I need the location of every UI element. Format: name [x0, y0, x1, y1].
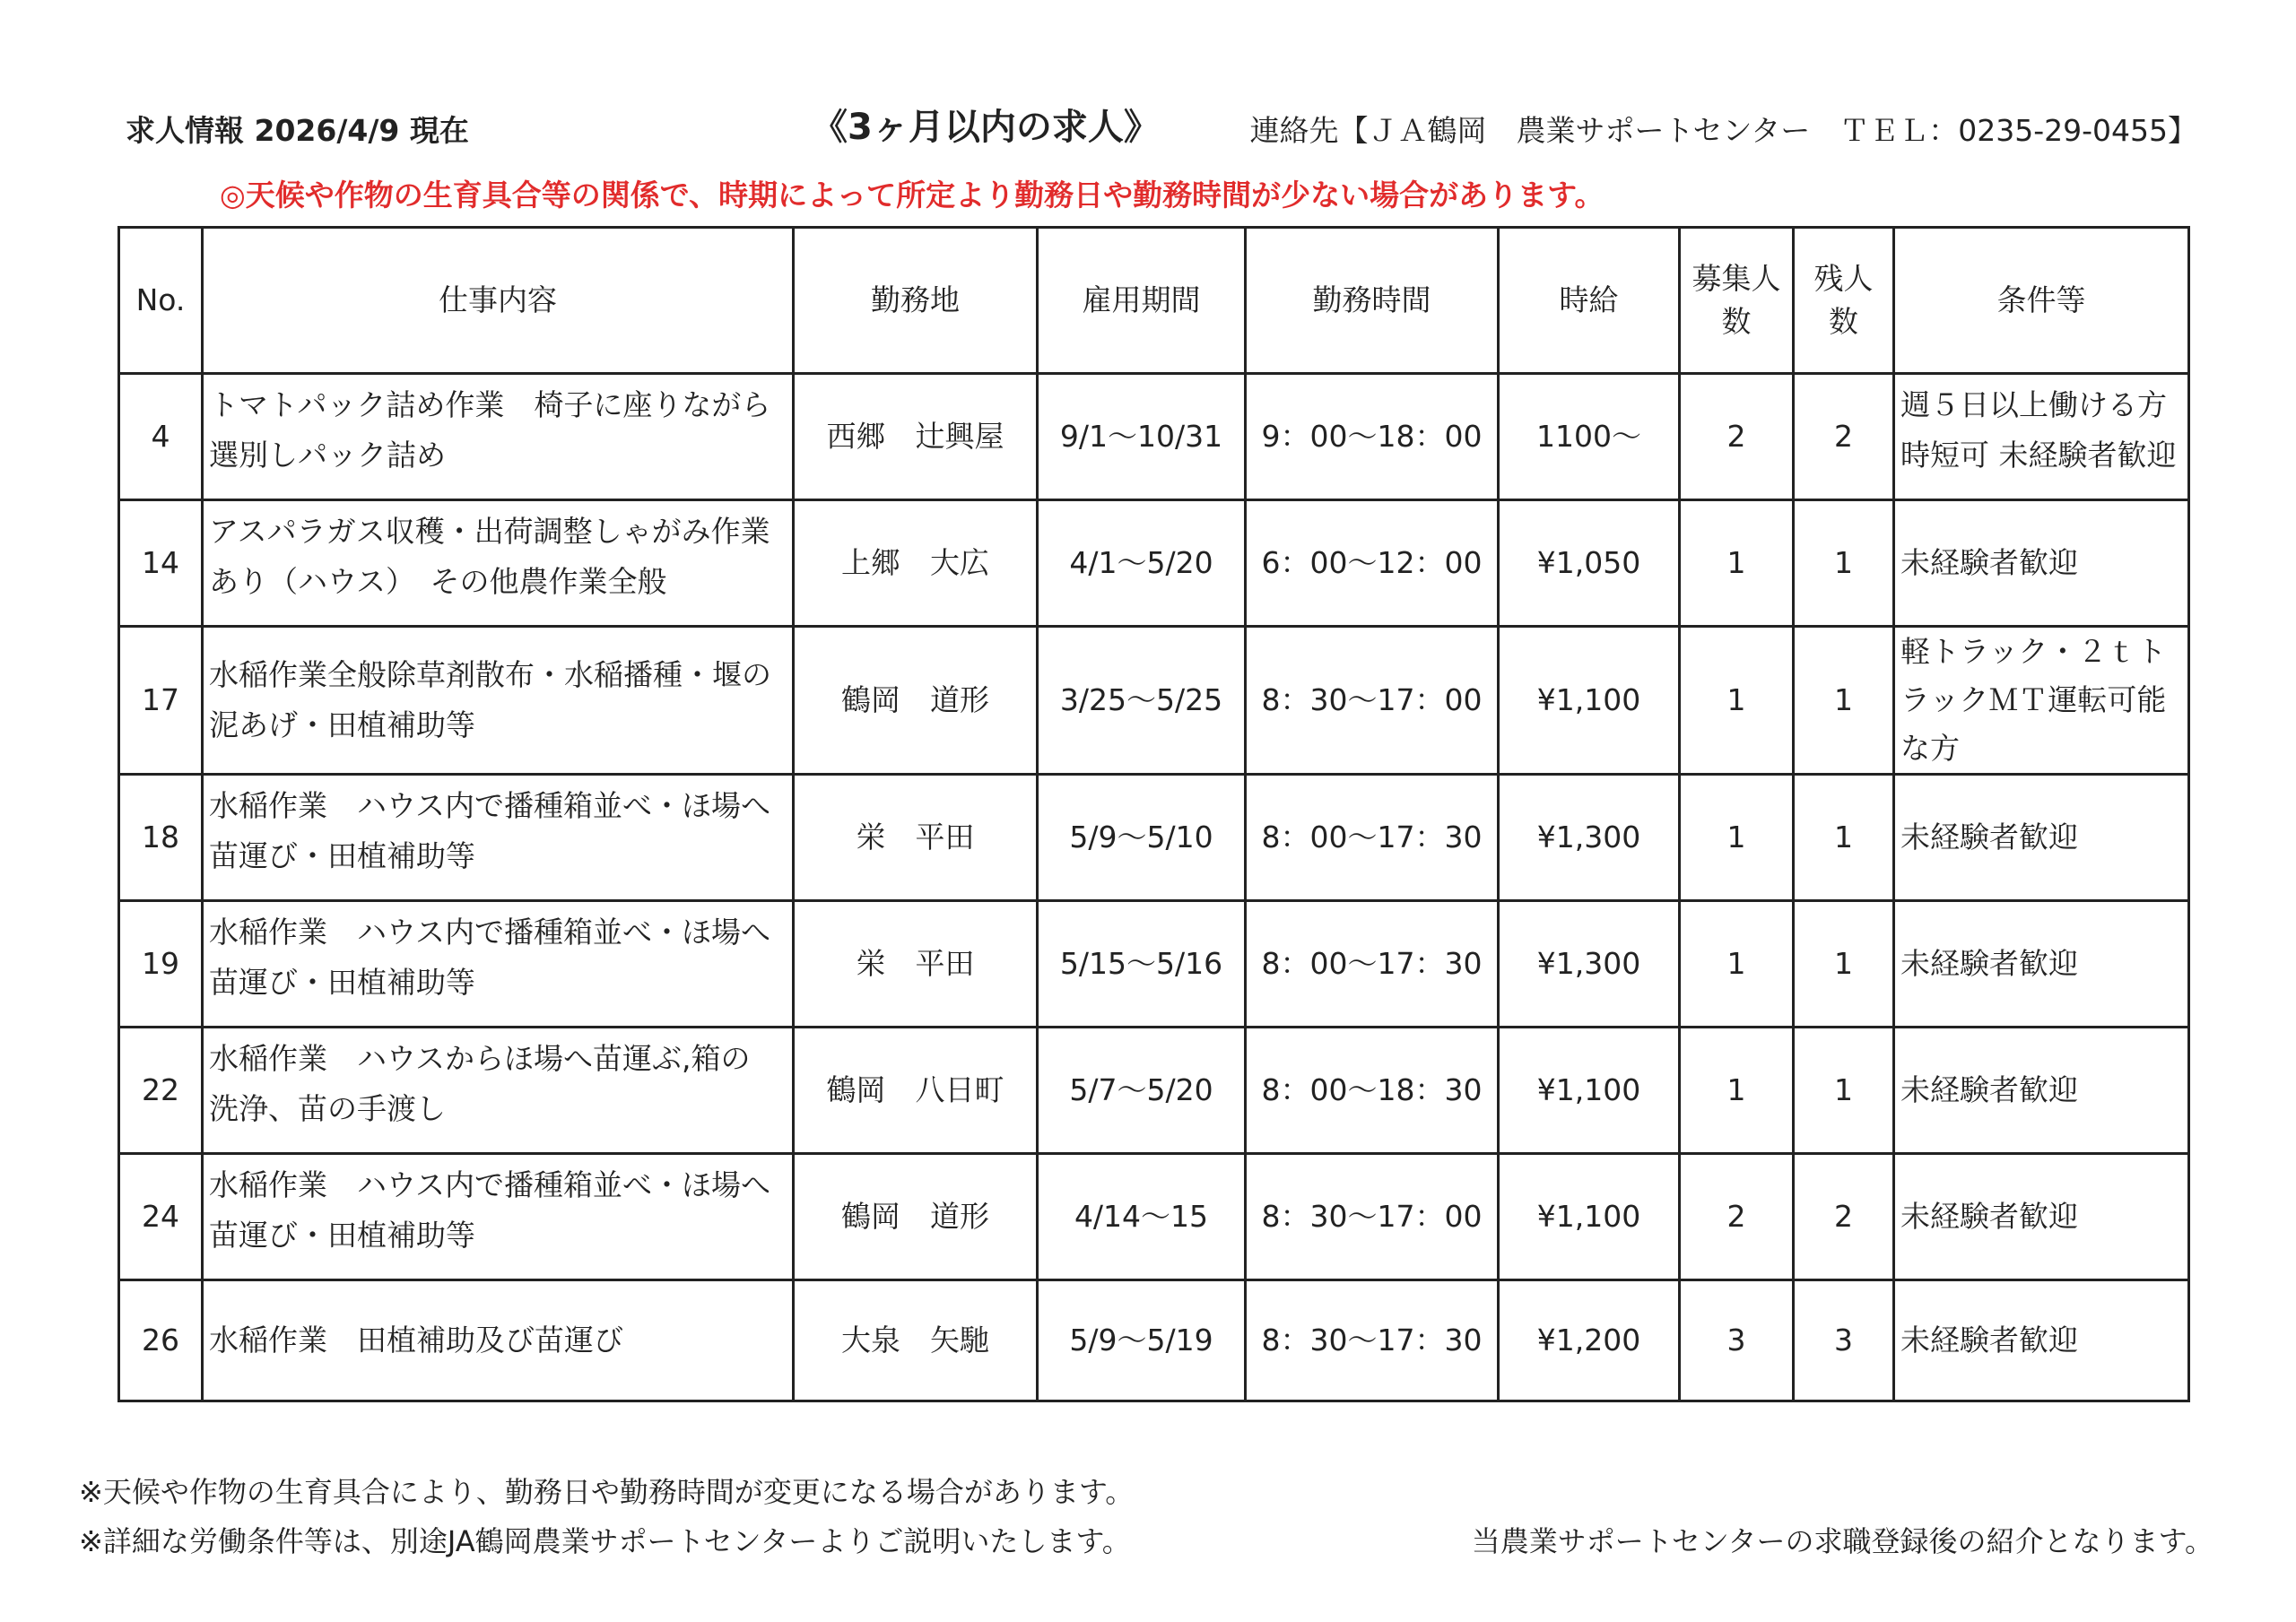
table-row — [119, 1154, 2189, 1280]
table-row — [119, 500, 2189, 627]
cell-desc-line: 水稲作業 田植補助及び苗運び — [209, 1323, 623, 1357]
footer-note-weather: ※天候や作物の生育具合により、勤務日や勤務時間が変更になる場合があります。 — [79, 1475, 1135, 1509]
cell-no: 24 — [119, 1154, 203, 1280]
cell-recruit: 2 — [1680, 1154, 1794, 1280]
cell-cond: 未経験者歓迎 — [1894, 1154, 2189, 1280]
cell-hours: 8：30～17：30 — [1246, 1280, 1499, 1401]
header-subtitle: 《3ヶ月以内の求人》 — [812, 107, 1160, 148]
cell-desc-line: 泥あげ・田植補助等 — [209, 707, 475, 742]
cell-place: 鶴岡 八日町 — [794, 1028, 1038, 1154]
cell-desc-line: 水稲作業 ハウス内で播種箱並べ・ほ場へ — [209, 1167, 771, 1202]
cell-cond-line: 時短可 未経験者歓迎 — [1900, 438, 2177, 473]
cell-desc — [203, 500, 794, 627]
col-header-place: 勤務地 — [794, 228, 1038, 374]
cell-hours: 8：00～17：30 — [1246, 901, 1499, 1028]
cell-desc-line: 水稲作業全般除草剤散布・水稲播種・堰の — [209, 657, 771, 692]
col-header-remain: 残人数 — [1794, 228, 1894, 374]
cell-desc-line: 水稲作業 ハウス内で播種箱並べ・ほ場へ — [209, 915, 771, 950]
cell-period: 5/9～5/19 — [1038, 1280, 1246, 1401]
cell-cond-line: な方 — [1900, 731, 1960, 766]
table-row — [119, 374, 2189, 500]
cell-desc-line: 苗運び・田植補助等 — [209, 838, 475, 873]
col-header-period: 雇用期間 — [1038, 228, 1246, 374]
notice-text: ◎天候や作物の生育具合等の関係で、時期によって所定より勤務日や勤務時間が少ない場合があります。 — [220, 178, 1605, 213]
cell-desc-line: 洗浄、苗の手渡し — [209, 1091, 446, 1126]
table-row — [119, 775, 2189, 901]
job-table — [117, 226, 2190, 1402]
cell-wage: ¥1,300 — [1499, 901, 1680, 1028]
cell-remain: 1 — [1794, 775, 1894, 901]
cell-recruit: 1 — [1680, 627, 1794, 775]
table-row — [119, 1028, 2189, 1154]
cell-hours: 8：30～17：00 — [1246, 1154, 1499, 1280]
cell-desc — [203, 1028, 794, 1154]
cell-desc-line: 苗運び・田植補助等 — [209, 965, 475, 1000]
cell-cond: 未経験者歓迎 — [1894, 775, 2189, 901]
cell-wage: ¥1,050 — [1499, 500, 1680, 627]
cell-no: 14 — [119, 500, 203, 627]
cell-recruit: 2 — [1680, 374, 1794, 500]
cell-place: 大泉 矢馳 — [794, 1280, 1038, 1401]
cell-period: 3/25～5/25 — [1038, 627, 1246, 775]
cell-remain: 2 — [1794, 1154, 1894, 1280]
cell-cond: 未経験者歓迎 — [1894, 901, 2189, 1028]
col-header-hours: 勤務時間 — [1246, 228, 1499, 374]
table-row — [119, 627, 2189, 775]
col-header-wage: 時給 — [1499, 228, 1680, 374]
cell-hours: 8：30～17：00 — [1246, 627, 1499, 775]
cell-wage: ¥1,100 — [1499, 627, 1680, 775]
cell-recruit: 3 — [1680, 1280, 1794, 1401]
cell-desc-line: トマトパック詰め作業 椅子に座りながら — [209, 387, 771, 422]
header-contact: 連絡先【ＪＡ鶴岡 農業サポートセンター ＴＥＬ：0235-29-0455】 — [1249, 113, 2197, 148]
cell-hours: 9：00～18：00 — [1246, 374, 1499, 500]
cell-desc-line: 水稲作業 ハウスからほ場へ苗運ぶ,箱の — [209, 1041, 751, 1076]
cell-cond-line: ラックＭＴ運転可能 — [1900, 682, 2167, 717]
cell-cond — [1894, 374, 2189, 500]
cell-remain: 1 — [1794, 627, 1894, 775]
col-header-cond: 条件等 — [1894, 228, 2189, 374]
cell-remain: 1 — [1794, 1028, 1894, 1154]
cell-cond: 未経験者歓迎 — [1894, 1280, 2189, 1401]
cell-period: 5/7～5/20 — [1038, 1028, 1246, 1154]
cell-desc — [203, 1154, 794, 1280]
cell-cond-line: 軽トラック・２ｔト — [1900, 634, 2167, 669]
cell-cond — [1894, 627, 2189, 775]
cell-hours: 8：00～17：30 — [1246, 775, 1499, 901]
cell-place: 栄 平田 — [794, 901, 1038, 1028]
cell-no: 22 — [119, 1028, 203, 1154]
cell-place: 鶴岡 道形 — [794, 1154, 1038, 1280]
cell-period: 5/15～5/16 — [1038, 901, 1246, 1028]
cell-cond: 未経験者歓迎 — [1894, 1028, 2189, 1154]
cell-place: 上郷 大広 — [794, 500, 1038, 627]
cell-hours: 6：00～12：00 — [1246, 500, 1499, 627]
cell-no: 17 — [119, 627, 203, 775]
cell-recruit: 1 — [1680, 775, 1794, 901]
table-header-row — [119, 228, 2189, 374]
cell-desc — [203, 627, 794, 775]
footer-note-registration: 当農業サポートセンターの求職登録後の紹介となります。 — [1471, 1524, 2213, 1558]
col-header-recruit-line2: 数 — [1721, 304, 1752, 339]
header-title: 求人情報 2026/4/9 現在 — [126, 113, 469, 148]
cell-desc-line: あり（ハウス） その他農作業全般 — [209, 564, 667, 599]
cell-no: 4 — [119, 374, 203, 500]
footer-note-conditions: ※詳細な労働条件等は、別途JA鶴岡農業サポートセンターよりご説明いたします。 — [79, 1524, 1131, 1558]
cell-remain: 1 — [1794, 500, 1894, 627]
table-row — [119, 901, 2189, 1028]
cell-period: 5/9～5/10 — [1038, 775, 1246, 901]
cell-period: 9/1～10/31 — [1038, 374, 1246, 500]
cell-recruit: 1 — [1680, 500, 1794, 627]
cell-cond: 未経験者歓迎 — [1894, 500, 2189, 627]
cell-wage: ¥1,100 — [1499, 1028, 1680, 1154]
cell-recruit: 1 — [1680, 901, 1794, 1028]
cell-wage: ¥1,300 — [1499, 775, 1680, 901]
cell-desc-line: 選別しパック詰め — [209, 438, 446, 473]
col-header-recruit-line1: 募集人 — [1692, 261, 1781, 296]
cell-place: 西郷 辻興屋 — [794, 374, 1038, 500]
table-row — [119, 1280, 2189, 1401]
cell-place: 鶴岡 道形 — [794, 627, 1038, 775]
cell-no: 19 — [119, 901, 203, 1028]
cell-period: 4/1～5/20 — [1038, 500, 1246, 627]
cell-period: 4/14～15 — [1038, 1154, 1246, 1280]
cell-wage: 1100～ — [1499, 374, 1680, 500]
cell-remain: 3 — [1794, 1280, 1894, 1401]
cell-hours: 8：00～18：30 — [1246, 1028, 1499, 1154]
cell-desc — [203, 775, 794, 901]
col-header-no: No. — [119, 228, 203, 374]
cell-wage: ¥1,100 — [1499, 1154, 1680, 1280]
cell-wage: ¥1,200 — [1499, 1280, 1680, 1401]
col-header-recruit — [1680, 228, 1794, 374]
cell-desc — [203, 1280, 794, 1401]
cell-desc — [203, 374, 794, 500]
cell-no: 18 — [119, 775, 203, 901]
cell-place: 栄 平田 — [794, 775, 1038, 901]
cell-cond-line: 週５日以上働ける方 — [1900, 387, 2167, 422]
cell-desc-line: 水稲作業 ハウス内で播種箱並べ・ほ場へ — [209, 788, 771, 823]
cell-desc-line: 苗運び・田植補助等 — [209, 1218, 475, 1253]
cell-desc — [203, 901, 794, 1028]
cell-recruit: 1 — [1680, 1028, 1794, 1154]
col-header-desc: 仕事内容 — [203, 228, 794, 374]
cell-remain: 1 — [1794, 901, 1894, 1028]
cell-desc-line: アスパラガス収穫・出荷調整しゃがみ作業 — [209, 514, 770, 549]
cell-no: 26 — [119, 1280, 203, 1401]
cell-remain: 2 — [1794, 374, 1894, 500]
